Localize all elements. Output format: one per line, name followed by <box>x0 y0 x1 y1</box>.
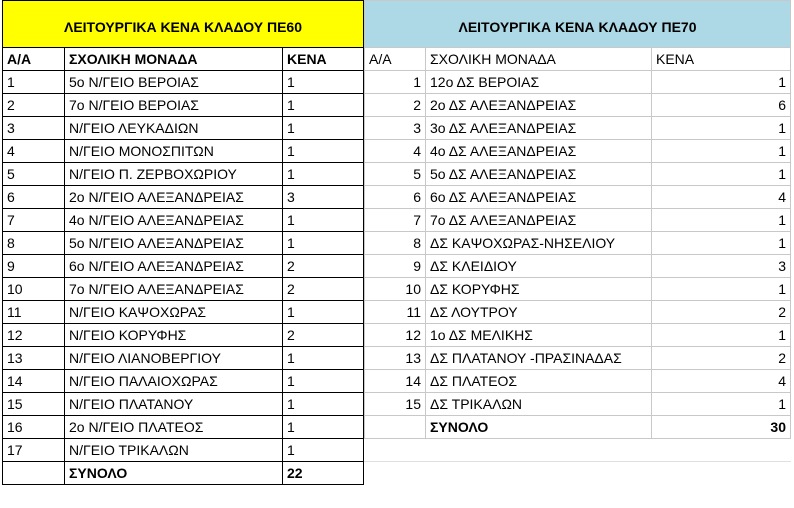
vacancy-count: 1 <box>652 140 791 163</box>
school-name: ΔΣ ΠΛΑΤΑΝΟΥ -ΠΡΑΣΙΝΑΔΑΣ <box>426 347 652 370</box>
school-name: 3ο ΔΣ ΑΛΕΞΑΝΔΡΕΙΑΣ <box>426 117 652 140</box>
table-row <box>3 71 364 94</box>
school-name: 6ο ΔΣ ΑΛΕΞΑΝΔΡΕΙΑΣ <box>426 186 652 209</box>
row-number: 6 <box>365 186 426 209</box>
row-number: 8 <box>3 232 65 255</box>
pe60-total-value: 22 <box>283 462 364 485</box>
school-name: 2ο ΔΣ ΑΛΕΞΑΝΔΡΕΙΑΣ <box>426 94 652 117</box>
table-row <box>3 140 364 163</box>
vacancy-count: 1 <box>652 324 791 347</box>
vacancy-count: 2 <box>283 278 364 301</box>
row-number: 12 <box>3 324 65 347</box>
vacancy-count: 1 <box>283 416 364 439</box>
vacancy-count: 1 <box>652 209 791 232</box>
vacancy-count: 1 <box>283 393 364 416</box>
pe70-total-row <box>365 416 791 439</box>
vacancy-count: 1 <box>652 71 791 94</box>
table-row <box>365 255 791 278</box>
vacancy-count: 2 <box>283 255 364 278</box>
table-row <box>3 186 364 209</box>
vacancy-count: 1 <box>283 439 364 462</box>
row-number: 12 <box>365 324 426 347</box>
vacancy-count: 1 <box>283 71 364 94</box>
school-name: 4ο ΔΣ ΑΛΕΞΑΝΔΡΕΙΑΣ <box>426 140 652 163</box>
pe70-header-aa: Α/Α <box>365 48 426 71</box>
table-row <box>3 370 364 393</box>
vacancy-count: 1 <box>283 140 364 163</box>
table-row <box>365 278 791 301</box>
school-name: 4ο Ν/ΓΕΙΟ ΑΛΕΞΑΝΔΡΕΙΑΣ <box>65 209 283 232</box>
pe60-title: ΛΕΙΤΟΥΡΓΙΚΑ ΚΕΝΑ ΚΛΑΔΟΥ ΠΕ60 <box>3 1 364 48</box>
row-number: 7 <box>3 209 65 232</box>
vacancy-count: 1 <box>283 301 364 324</box>
school-name: ΔΣ ΤΡΙΚΑΛΩΝ <box>426 393 652 416</box>
table-row <box>3 117 364 140</box>
vacancy-count: 1 <box>652 117 791 140</box>
row-number: 9 <box>3 255 65 278</box>
vacancy-count: 1 <box>283 232 364 255</box>
table-row <box>3 232 364 255</box>
table-row <box>365 71 791 94</box>
row-number: 17 <box>3 439 65 462</box>
school-name: Ν/ΓΕΙΟ ΜΟΝΟΣΠΙΤΩΝ <box>65 140 283 163</box>
vacancy-count: 1 <box>283 94 364 117</box>
row-number: 4 <box>3 140 65 163</box>
pe60-body <box>3 71 364 462</box>
table-row <box>365 94 791 117</box>
pe60-header-aa: Α/Α <box>3 48 65 71</box>
row-number: 15 <box>3 393 65 416</box>
row-number: 2 <box>365 94 426 117</box>
vacancy-count: 2 <box>283 324 364 347</box>
school-name: 7ο Ν/ΓΕΙΟ ΒΕΡΟΙΑΣ <box>65 94 283 117</box>
table-row <box>3 347 364 370</box>
row-number: 3 <box>3 117 65 140</box>
row-number: 11 <box>365 301 426 324</box>
table-row <box>3 393 364 416</box>
vacancy-count: 1 <box>652 163 791 186</box>
row-number: 13 <box>365 347 426 370</box>
table-row <box>365 393 791 416</box>
vacancy-count: 1 <box>283 163 364 186</box>
school-name: Ν/ΓΕΙΟ ΚΑΨΟΧΩΡΑΣ <box>65 301 283 324</box>
pe70-table <box>364 0 791 462</box>
row-number: 1 <box>365 71 426 94</box>
table-row <box>365 163 791 186</box>
table-row <box>365 232 791 255</box>
vacancy-count: 2 <box>652 347 791 370</box>
pe60-header-kena: ΚΕΝΑ <box>283 48 364 71</box>
table-row <box>365 140 791 163</box>
row-number: 1 <box>3 71 65 94</box>
school-name: ΔΣ ΛΟΥΤΡΟΥ <box>426 301 652 324</box>
pe60-total-label: ΣΥΝΟΛΟ <box>65 462 283 485</box>
table-row <box>3 278 364 301</box>
table-row <box>3 324 364 347</box>
pe60-header-school: ΣΧΟΛΙΚΗ ΜΟΝΑΔΑ <box>65 48 283 71</box>
school-name: 7ο Ν/ΓΕΙΟ ΑΛΕΞΑΝΔΡΕΙΑΣ <box>65 278 283 301</box>
vacancy-count: 1 <box>652 278 791 301</box>
empty-cell <box>365 439 426 462</box>
pe70-total-label: ΣΥΝΟΛΟ <box>426 416 652 439</box>
table-row <box>365 186 791 209</box>
pe70-title: ΛΕΙΤΟΥΡΓΙΚΑ ΚΕΝΑ ΚΛΑΔΟΥ ΠΕ70 <box>365 1 791 48</box>
row-number: 5 <box>3 163 65 186</box>
table-row <box>365 117 791 140</box>
table-row <box>3 255 364 278</box>
table-row <box>3 209 364 232</box>
table-row <box>365 209 791 232</box>
vacancy-count: 1 <box>283 209 364 232</box>
pe70-header-kena: ΚΕΝΑ <box>652 48 791 71</box>
empty-cell <box>652 439 791 462</box>
pe60-total-blank <box>3 462 65 485</box>
table-row <box>365 324 791 347</box>
row-number: 16 <box>3 416 65 439</box>
vacancy-count: 6 <box>652 94 791 117</box>
pe70-header-row <box>365 48 791 71</box>
table-row <box>365 370 791 393</box>
school-name: 2ο Ν/ΓΕΙΟ ΑΛΕΞΑΝΔΡΕΙΑΣ <box>65 186 283 209</box>
row-number: 11 <box>3 301 65 324</box>
vacancy-count: 4 <box>652 370 791 393</box>
school-name: Ν/ΓΕΙΟ ΠΑΛΑΙΟΧΩΡΑΣ <box>65 370 283 393</box>
school-name: 1ο ΔΣ ΜΕΛΙΚΗΣ <box>426 324 652 347</box>
row-number: 15 <box>365 393 426 416</box>
table-row <box>365 347 791 370</box>
school-name: Ν/ΓΕΙΟ ΠΛΑΤΑΝΟΥ <box>65 393 283 416</box>
school-name: Ν/ΓΕΙΟ ΛΙΑΝΟΒΕΡΓΙΟΥ <box>65 347 283 370</box>
pe70-header-school: ΣΧΟΛΙΚΗ ΜΟΝΑΔΑ <box>426 48 652 71</box>
pe70-total-blank <box>365 416 426 439</box>
school-name: 12ο ΔΣ ΒΕΡΟΙΑΣ <box>426 71 652 94</box>
vacancy-count: 2 <box>652 301 791 324</box>
school-name: Ν/ΓΕΙΟ Π. ΖΕΡΒΟΧΩΡΙΟΥ <box>65 163 283 186</box>
table-row <box>365 301 791 324</box>
row-number: 14 <box>3 370 65 393</box>
row-number: 8 <box>365 232 426 255</box>
school-name: Ν/ΓΕΙΟ ΤΡΙΚΑΛΩΝ <box>65 439 283 462</box>
vacancy-count: 4 <box>652 186 791 209</box>
table-row <box>3 416 364 439</box>
school-name: 5ο ΔΣ ΑΛΕΞΑΝΔΡΕΙΑΣ <box>426 163 652 186</box>
row-number: 5 <box>365 163 426 186</box>
row-number: 3 <box>365 117 426 140</box>
pe60-header-row <box>3 48 364 71</box>
row-number: 4 <box>365 140 426 163</box>
row-number: 10 <box>365 278 426 301</box>
school-name: 7ο ΔΣ ΑΛΕΞΑΝΔΡΕΙΑΣ <box>426 209 652 232</box>
school-name: ΔΣ ΚΟΡΥΦΗΣ <box>426 278 652 301</box>
row-number: 14 <box>365 370 426 393</box>
school-name: 5ο Ν/ΓΕΙΟ ΒΕΡΟΙΑΣ <box>65 71 283 94</box>
vacancy-count: 1 <box>283 347 364 370</box>
vacancy-count: 1 <box>283 370 364 393</box>
vacancy-count: 1 <box>283 117 364 140</box>
school-name: ΔΣ ΠΛΑΤΕΟΣ <box>426 370 652 393</box>
school-name: 6ο Ν/ΓΕΙΟ ΑΛΕΞΑΝΔΡΕΙΑΣ <box>65 255 283 278</box>
vacancy-count: 3 <box>652 255 791 278</box>
pe60-title-row <box>3 1 364 48</box>
row-number: 9 <box>365 255 426 278</box>
school-name: 5ο Ν/ΓΕΙΟ ΑΛΕΞΑΝΔΡΕΙΑΣ <box>65 232 283 255</box>
pe70-total-value: 30 <box>652 416 791 439</box>
table-row <box>3 439 364 462</box>
empty-cell <box>426 439 652 462</box>
vacancy-count: 1 <box>652 393 791 416</box>
school-name: Ν/ΓΕΙΟ ΚΟΡΥΦΗΣ <box>65 324 283 347</box>
table-row <box>3 301 364 324</box>
table-row <box>3 94 364 117</box>
pe60-total-row <box>3 462 364 485</box>
vacancy-count: 1 <box>652 232 791 255</box>
pe70-empty-row <box>365 439 791 462</box>
pe70-title-row <box>365 1 791 48</box>
school-name: ΔΣ ΚΑΨΟΧΩΡΑΣ-ΝΗΣΕΛΙΟΥ <box>426 232 652 255</box>
row-number: 10 <box>3 278 65 301</box>
school-name: ΔΣ ΚΛΕΙΔΙΟΥ <box>426 255 652 278</box>
pe60-table <box>2 0 364 485</box>
table-row <box>3 163 364 186</box>
vacancy-count: 3 <box>283 186 364 209</box>
school-name: Ν/ΓΕΙΟ ΛΕΥΚΑΔΙΩΝ <box>65 117 283 140</box>
row-number: 2 <box>3 94 65 117</box>
row-number: 7 <box>365 209 426 232</box>
row-number: 13 <box>3 347 65 370</box>
school-name: 2ο Ν/ΓΕΙΟ ΠΛΑΤΕΟΣ <box>65 416 283 439</box>
pe70-body <box>365 71 791 416</box>
row-number: 6 <box>3 186 65 209</box>
